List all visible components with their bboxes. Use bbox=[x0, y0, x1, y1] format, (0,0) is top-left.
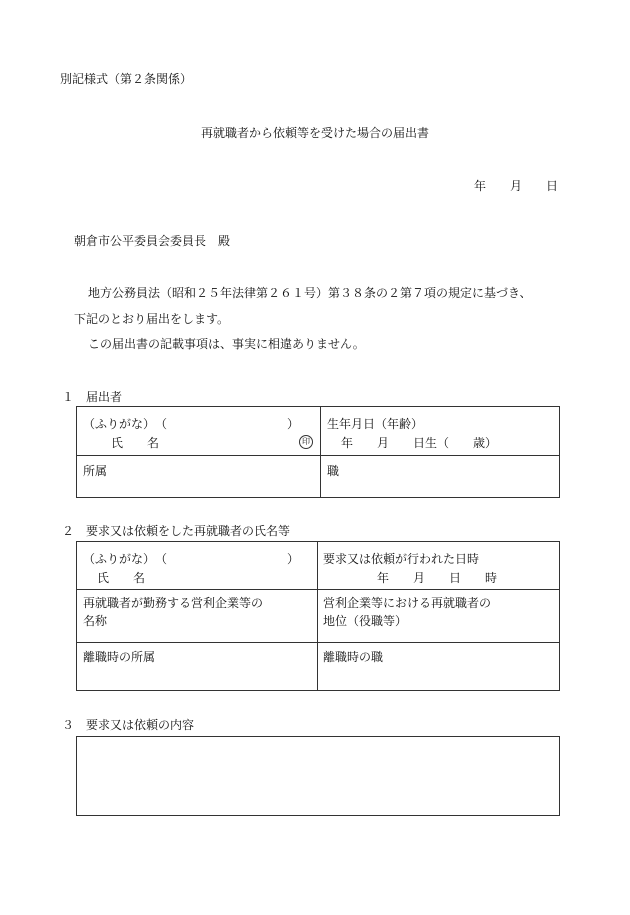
name-label: 氏 名 bbox=[111, 436, 160, 450]
addressee: 朝倉市公平委員会委員長 殿 bbox=[74, 234, 231, 248]
section-1-heading: １ 届出者 bbox=[62, 390, 123, 404]
retirement-affiliation-field[interactable]: 離職時の所属 bbox=[83, 650, 156, 664]
birthdate-label: 生年月日（年齢） bbox=[327, 417, 424, 431]
birthdate-field[interactable]: 年 月 日生（ 歳） bbox=[341, 436, 498, 450]
name-label: 氏 名 bbox=[97, 571, 146, 585]
seal-mark: 印 bbox=[299, 435, 313, 449]
section-2-heading: ２ 要求又は依頼をした再就職者の氏名等 bbox=[62, 524, 291, 538]
affiliation-field[interactable]: 所属 bbox=[83, 464, 108, 478]
furigana-field[interactable]: （ふりがな） （ ） bbox=[83, 552, 300, 566]
datetime-field[interactable]: 年 月 日 時 bbox=[377, 571, 498, 585]
section-3-heading: ３ 要求又は依頼の内容 bbox=[62, 718, 195, 732]
date-line: 年 月 日 bbox=[473, 179, 558, 193]
reemployee-table bbox=[76, 541, 560, 691]
position-field[interactable]: 職 bbox=[327, 464, 340, 478]
company-name-label-line-1: 再就職者が勤務する営利企業等の bbox=[83, 596, 264, 610]
company-name-label-line-2: 名称 bbox=[83, 614, 108, 628]
form-label: 別記様式（第２条関係） bbox=[60, 72, 193, 86]
retirement-position-field[interactable]: 離職時の職 bbox=[323, 650, 384, 664]
request-content-field[interactable] bbox=[76, 736, 560, 816]
datetime-label: 要求又は依頼が行われた日時 bbox=[323, 552, 480, 566]
furigana-field[interactable]: （ふりがな） （ ） bbox=[83, 417, 300, 431]
status-label-line-1: 営利企業等における再就職者の bbox=[323, 596, 492, 610]
paragraph-1-line-2: 下記のとおり届出をします。 bbox=[74, 312, 230, 326]
paragraph-1-line-1: 地方公務員法（昭和２５年法律第２６１号）第３８条の２第７項の規定に基づき、 bbox=[88, 286, 532, 300]
applicant-table bbox=[76, 406, 560, 498]
status-label-line-2: 地位（役職等） bbox=[323, 614, 408, 628]
paragraph-2: この届出書の記載事項は、事実に相違ありません。 bbox=[88, 337, 365, 351]
document-title: 再就職者から依頼等を受けた場合の届出書 bbox=[200, 126, 429, 140]
